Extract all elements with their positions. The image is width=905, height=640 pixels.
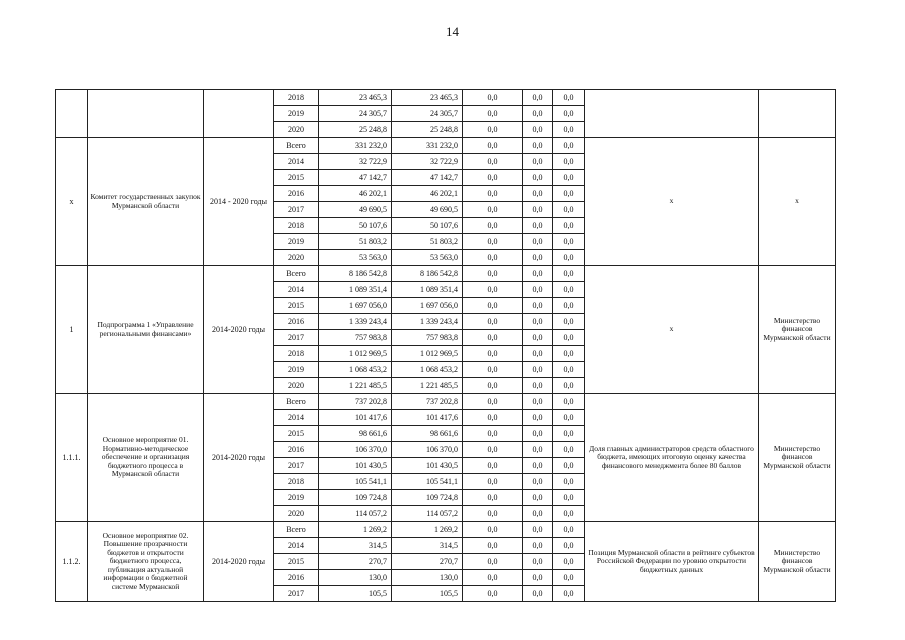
amount-cell: 0,0 <box>463 506 523 522</box>
amount-cell: 0,0 <box>523 330 553 346</box>
responsible-cell: Министерство финансов Мурманской области <box>759 522 836 602</box>
amount-cell: 0,0 <box>553 138 585 154</box>
amount-cell: 0,0 <box>553 474 585 490</box>
amount-cell: 130,0 <box>392 570 463 586</box>
amount-cell: 0,0 <box>523 218 553 234</box>
amount-cell: 0,0 <box>463 218 523 234</box>
amount-cell: 0,0 <box>463 378 523 394</box>
amount-cell: 0,0 <box>553 490 585 506</box>
amount-cell: 1 068 453,2 <box>319 362 392 378</box>
amount-cell: 0,0 <box>463 234 523 250</box>
amount-cell: 0,0 <box>523 538 553 554</box>
amount-cell: 46 202,1 <box>392 186 463 202</box>
row-number-cell: 1 <box>56 266 88 394</box>
year-cell: Всего <box>274 138 319 154</box>
amount-cell: 0,0 <box>553 186 585 202</box>
amount-cell: 757 983,8 <box>392 330 463 346</box>
amount-cell: 53 563,0 <box>319 250 392 266</box>
amount-cell: 0,0 <box>523 346 553 362</box>
year-cell: 2020 <box>274 378 319 394</box>
amount-cell: 0,0 <box>463 586 523 602</box>
indicator-cell: x <box>585 138 759 266</box>
amount-cell: 51 803,2 <box>392 234 463 250</box>
amount-cell: 0,0 <box>553 122 585 138</box>
year-cell: 2016 <box>274 570 319 586</box>
amount-cell: 0,0 <box>553 250 585 266</box>
amount-cell: 0,0 <box>523 250 553 266</box>
indicator-cell: Позиция Мурманской области в рейтинге субъектов Российской Федерации по уровню открытости бюджетных данных <box>585 522 759 602</box>
budget-table <box>55 89 836 602</box>
amount-cell: 0,0 <box>523 90 553 106</box>
amount-cell: 0,0 <box>463 554 523 570</box>
year-cell: Всего <box>274 394 319 410</box>
amount-cell: 0,0 <box>463 138 523 154</box>
amount-cell: 0,0 <box>553 426 585 442</box>
amount-cell: 0,0 <box>553 266 585 282</box>
amount-cell: 0,0 <box>463 90 523 106</box>
amount-cell: 49 690,5 <box>319 202 392 218</box>
amount-cell: 1 089 351,4 <box>392 282 463 298</box>
year-cell: 2016 <box>274 442 319 458</box>
row-number-cell: 1.1.1. <box>56 394 88 522</box>
amount-cell: 23 465,3 <box>392 90 463 106</box>
amount-cell: 105 541,1 <box>319 474 392 490</box>
amount-cell: 0,0 <box>523 426 553 442</box>
amount-cell: 0,0 <box>553 506 585 522</box>
amount-cell: 1 068 453,2 <box>392 362 463 378</box>
amount-cell: 737 202,8 <box>392 394 463 410</box>
amount-cell: 0,0 <box>523 586 553 602</box>
amount-cell: 0,0 <box>553 378 585 394</box>
amount-cell: 0,0 <box>553 106 585 122</box>
year-cell: 2015 <box>274 554 319 570</box>
year-cell: 2020 <box>274 250 319 266</box>
amount-cell: 314,5 <box>319 538 392 554</box>
period-cell: 2014-2020 годы <box>204 394 274 522</box>
amount-cell: 0,0 <box>463 282 523 298</box>
amount-cell: 331 232,0 <box>319 138 392 154</box>
amount-cell: 0,0 <box>523 570 553 586</box>
amount-cell: 1 269,2 <box>319 522 392 538</box>
year-cell: 2019 <box>274 234 319 250</box>
amount-cell: 0,0 <box>553 346 585 362</box>
responsible-cell: Министерство финансов Мурманской области <box>759 266 836 394</box>
amount-cell: 0,0 <box>463 170 523 186</box>
year-cell: 2016 <box>274 186 319 202</box>
amount-cell: 1 012 969,5 <box>392 346 463 362</box>
table-row <box>56 138 836 154</box>
year-cell: 2017 <box>274 330 319 346</box>
amount-cell: 47 142,7 <box>392 170 463 186</box>
amount-cell: 0,0 <box>463 186 523 202</box>
amount-cell: 0,0 <box>523 378 553 394</box>
amount-cell: 25 248,8 <box>392 122 463 138</box>
amount-cell: 130,0 <box>319 570 392 586</box>
budget-table-body <box>56 90 836 602</box>
amount-cell: 0,0 <box>523 362 553 378</box>
amount-cell: 0,0 <box>463 202 523 218</box>
responsible-cell: Министерство финансов Мурманской области <box>759 394 836 522</box>
amount-cell: 0,0 <box>463 474 523 490</box>
amount-cell: 0,0 <box>523 282 553 298</box>
responsible-cell <box>759 90 836 138</box>
amount-cell: 0,0 <box>463 250 523 266</box>
amount-cell: 0,0 <box>553 538 585 554</box>
amount-cell: 0,0 <box>553 458 585 474</box>
year-cell: 2014 <box>274 538 319 554</box>
period-cell: 2014 - 2020 годы <box>204 138 274 266</box>
amount-cell: 47 142,7 <box>319 170 392 186</box>
amount-cell: 0,0 <box>523 298 553 314</box>
year-cell: 2019 <box>274 490 319 506</box>
amount-cell: 101 417,6 <box>392 410 463 426</box>
amount-cell: 105 541,1 <box>392 474 463 490</box>
amount-cell: 0,0 <box>523 410 553 426</box>
amount-cell: 757 983,8 <box>319 330 392 346</box>
amount-cell: 0,0 <box>523 554 553 570</box>
amount-cell: 0,0 <box>553 170 585 186</box>
amount-cell: 0,0 <box>463 362 523 378</box>
amount-cell: 106 370,0 <box>392 442 463 458</box>
amount-cell: 105,5 <box>392 586 463 602</box>
year-cell: 2020 <box>274 122 319 138</box>
period-cell <box>204 90 274 138</box>
row-number-cell: 1.1.2. <box>56 522 88 602</box>
amount-cell: 0,0 <box>553 154 585 170</box>
amount-cell: 0,0 <box>463 298 523 314</box>
amount-cell: 46 202,1 <box>319 186 392 202</box>
amount-cell: 0,0 <box>523 314 553 330</box>
amount-cell: 0,0 <box>463 458 523 474</box>
amount-cell: 0,0 <box>523 170 553 186</box>
amount-cell: 109 724,8 <box>319 490 392 506</box>
amount-cell: 0,0 <box>523 474 553 490</box>
amount-cell: 101 417,6 <box>319 410 392 426</box>
amount-cell: 0,0 <box>463 122 523 138</box>
year-cell: 2018 <box>274 218 319 234</box>
year-cell: 2014 <box>274 282 319 298</box>
amount-cell: 98 661,6 <box>319 426 392 442</box>
period-cell: 2014-2020 годы <box>204 266 274 394</box>
amount-cell: 114 057,2 <box>319 506 392 522</box>
amount-cell: 0,0 <box>553 442 585 458</box>
amount-cell: 0,0 <box>463 442 523 458</box>
amount-cell: 0,0 <box>553 522 585 538</box>
year-cell: 2020 <box>274 506 319 522</box>
amount-cell: 0,0 <box>463 522 523 538</box>
amount-cell: 314,5 <box>392 538 463 554</box>
amount-cell: 32 722,9 <box>392 154 463 170</box>
activity-name-cell: Подпрограмма 1 «Управление региональными финансами» <box>88 266 204 394</box>
amount-cell: 1 339 243,4 <box>392 314 463 330</box>
indicator-cell <box>585 90 759 138</box>
amount-cell: 32 722,9 <box>319 154 392 170</box>
amount-cell: 8 186 542,8 <box>392 266 463 282</box>
year-cell: 2015 <box>274 426 319 442</box>
amount-cell: 109 724,8 <box>392 490 463 506</box>
amount-cell: 0,0 <box>553 586 585 602</box>
amount-cell: 0,0 <box>463 314 523 330</box>
table-row <box>56 522 836 538</box>
amount-cell: 1 221 485,5 <box>392 378 463 394</box>
year-cell: 2019 <box>274 362 319 378</box>
amount-cell: 0,0 <box>523 154 553 170</box>
amount-cell: 0,0 <box>463 570 523 586</box>
year-cell: 2016 <box>274 314 319 330</box>
table-row <box>56 90 836 106</box>
year-cell: 2019 <box>274 106 319 122</box>
amount-cell: 0,0 <box>523 122 553 138</box>
amount-cell: 50 107,6 <box>392 218 463 234</box>
activity-name-cell: Основное мероприятие 02. Повышение прозрачности бюджетов и открытости бюджетного процесса, публикация актуальной информации о бюджетной системе Мурманской <box>88 522 204 602</box>
amount-cell: 1 269,2 <box>392 522 463 538</box>
activity-name-cell: Комитет государственных закупок Мурманской области <box>88 138 204 266</box>
amount-cell: 1 697 056,0 <box>392 298 463 314</box>
amount-cell: 53 563,0 <box>392 250 463 266</box>
amount-cell: 0,0 <box>463 394 523 410</box>
amount-cell: 0,0 <box>553 234 585 250</box>
amount-cell: 0,0 <box>523 394 553 410</box>
amount-cell: 1 339 243,4 <box>319 314 392 330</box>
amount-cell: 0,0 <box>463 410 523 426</box>
amount-cell: 0,0 <box>463 106 523 122</box>
activity-name-cell: Основное мероприятие 01. Нормативно-методическое обеспечение и организация бюджетного процесса в Мурманской области <box>88 394 204 522</box>
amount-cell: 0,0 <box>553 410 585 426</box>
amount-cell: 270,7 <box>392 554 463 570</box>
amount-cell: 24 305,7 <box>392 106 463 122</box>
year-cell: 2017 <box>274 458 319 474</box>
amount-cell: 0,0 <box>523 266 553 282</box>
amount-cell: 0,0 <box>463 346 523 362</box>
amount-cell: 24 305,7 <box>319 106 392 122</box>
table-row <box>56 266 836 282</box>
amount-cell: 0,0 <box>553 90 585 106</box>
year-cell: 2014 <box>274 410 319 426</box>
amount-cell: 23 465,3 <box>319 90 392 106</box>
row-number-cell <box>56 90 88 138</box>
amount-cell: 114 057,2 <box>392 506 463 522</box>
amount-cell: 50 107,6 <box>319 218 392 234</box>
amount-cell: 0,0 <box>523 442 553 458</box>
amount-cell: 0,0 <box>523 234 553 250</box>
amount-cell: 0,0 <box>523 202 553 218</box>
amount-cell: 0,0 <box>553 362 585 378</box>
amount-cell: 0,0 <box>553 554 585 570</box>
amount-cell: 737 202,8 <box>319 394 392 410</box>
amount-cell: 0,0 <box>553 298 585 314</box>
amount-cell: 0,0 <box>523 106 553 122</box>
amount-cell: 1 221 485,5 <box>319 378 392 394</box>
amount-cell: 0,0 <box>553 570 585 586</box>
amount-cell: 0,0 <box>553 202 585 218</box>
amount-cell: 0,0 <box>463 154 523 170</box>
amount-cell: 1 012 969,5 <box>319 346 392 362</box>
amount-cell: 0,0 <box>463 490 523 506</box>
amount-cell: 49 690,5 <box>392 202 463 218</box>
amount-cell: 25 248,8 <box>319 122 392 138</box>
amount-cell: 51 803,2 <box>319 234 392 250</box>
amount-cell: 0,0 <box>553 330 585 346</box>
amount-cell: 0,0 <box>553 314 585 330</box>
amount-cell: 0,0 <box>553 282 585 298</box>
year-cell: 2014 <box>274 154 319 170</box>
year-cell: 2015 <box>274 170 319 186</box>
amount-cell: 0,0 <box>523 186 553 202</box>
amount-cell: 0,0 <box>523 458 553 474</box>
amount-cell: 98 661,6 <box>392 426 463 442</box>
year-cell: Всего <box>274 266 319 282</box>
amount-cell: 0,0 <box>463 330 523 346</box>
amount-cell: 1 697 056,0 <box>319 298 392 314</box>
amount-cell: 270,7 <box>319 554 392 570</box>
responsible-cell: x <box>759 138 836 266</box>
amount-cell: 101 430,5 <box>392 458 463 474</box>
amount-cell: 0,0 <box>463 538 523 554</box>
amount-cell: 0,0 <box>463 266 523 282</box>
year-cell: 2017 <box>274 202 319 218</box>
year-cell: 2015 <box>274 298 319 314</box>
activity-name-cell <box>88 90 204 138</box>
amount-cell: 0,0 <box>553 394 585 410</box>
amount-cell: 0,0 <box>463 426 523 442</box>
amount-cell: 0,0 <box>523 506 553 522</box>
amount-cell: 106 370,0 <box>319 442 392 458</box>
amount-cell: 8 186 542,8 <box>319 266 392 282</box>
period-cell: 2014-2020 годы <box>204 522 274 602</box>
amount-cell: 101 430,5 <box>319 458 392 474</box>
year-cell: Всего <box>274 522 319 538</box>
year-cell: 2017 <box>274 586 319 602</box>
table-row <box>56 394 836 410</box>
year-cell: 2018 <box>274 90 319 106</box>
indicator-cell: x <box>585 266 759 394</box>
amount-cell: 0,0 <box>523 490 553 506</box>
amount-cell: 105,5 <box>319 586 392 602</box>
amount-cell: 0,0 <box>523 138 553 154</box>
page-number: 14 <box>446 24 459 39</box>
year-cell: 2018 <box>274 346 319 362</box>
amount-cell: 1 089 351,4 <box>319 282 392 298</box>
amount-cell: 0,0 <box>523 522 553 538</box>
indicator-cell: Доля главных администраторов средств областного бюджета, имеющих итоговую оценку качества финансового менеджмента более 80 баллов <box>585 394 759 522</box>
row-number-cell: x <box>56 138 88 266</box>
amount-cell: 0,0 <box>553 218 585 234</box>
amount-cell: 331 232,0 <box>392 138 463 154</box>
year-cell: 2018 <box>274 474 319 490</box>
